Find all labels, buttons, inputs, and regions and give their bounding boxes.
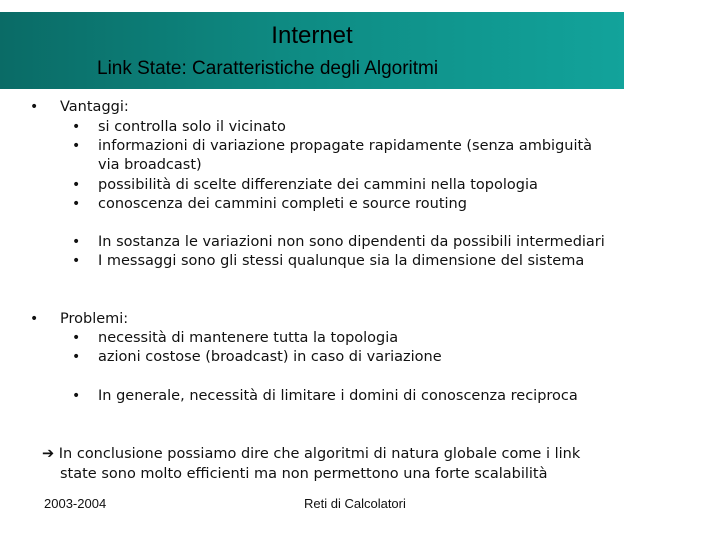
list-item: I messaggi sono gli stessi qualunque sia la dimensione del sistema <box>98 253 585 269</box>
bullet-marker: • <box>72 253 81 269</box>
list-item: In sostanza le variazioni non sono dipendenti da possibili intermediari <box>98 234 605 250</box>
conclusion-line-1: In conclusione possiamo dire che algoritmi di natura globale come i link <box>58 446 581 462</box>
bullet-marker: • <box>72 388 81 404</box>
list-item: azioni costose (broadcast) in caso di variazione <box>98 349 442 365</box>
bullet-marker: • <box>72 119 81 135</box>
conclusion-line-2: state sono molto efficienti ma non permettono una forte scalabilità <box>60 466 548 482</box>
list-item: conoscenza dei cammini completi e source routing <box>98 196 467 212</box>
footer-course: Reti di Calcolatori <box>304 496 406 511</box>
conclusion-text <box>42 444 662 484</box>
slide-title <box>0 22 624 50</box>
bullet-marker: • <box>72 349 81 365</box>
vantaggi-heading: Vantaggi: <box>60 99 129 115</box>
problemi-heading: Problemi: <box>60 311 129 327</box>
bullet-marker: • <box>30 99 39 115</box>
bullet-marker: • <box>30 311 39 327</box>
list-item: informazioni di variazione propagate rapidamente (senza ambiguità <box>98 138 593 154</box>
bullet-marker: • <box>72 177 81 193</box>
title-banner <box>0 12 624 89</box>
slide-subtitle: Link State: Caratteristiche degli Algoritmi <box>97 58 439 79</box>
bullet-marker: • <box>72 234 81 250</box>
bullet-marker: • <box>72 138 81 154</box>
footer-year: 2003-2004 <box>44 496 107 511</box>
list-item: necessità di mantenere tutta la topologia <box>98 330 399 346</box>
list-item: si controlla solo il vicinato <box>98 119 286 135</box>
bullet-marker: • <box>72 330 81 346</box>
list-item: possibilità di scelte differenziate dei cammini nella topologia <box>98 177 538 193</box>
arrow-icon: ➔ <box>42 446 55 462</box>
bullet-marker: • <box>72 196 81 212</box>
list-item: In generale, necessità di limitare i domini di conoscenza reciproca <box>98 388 578 404</box>
slide-title-text: Internet <box>271 22 353 49</box>
list-item-continuation: via broadcast) <box>98 157 202 173</box>
